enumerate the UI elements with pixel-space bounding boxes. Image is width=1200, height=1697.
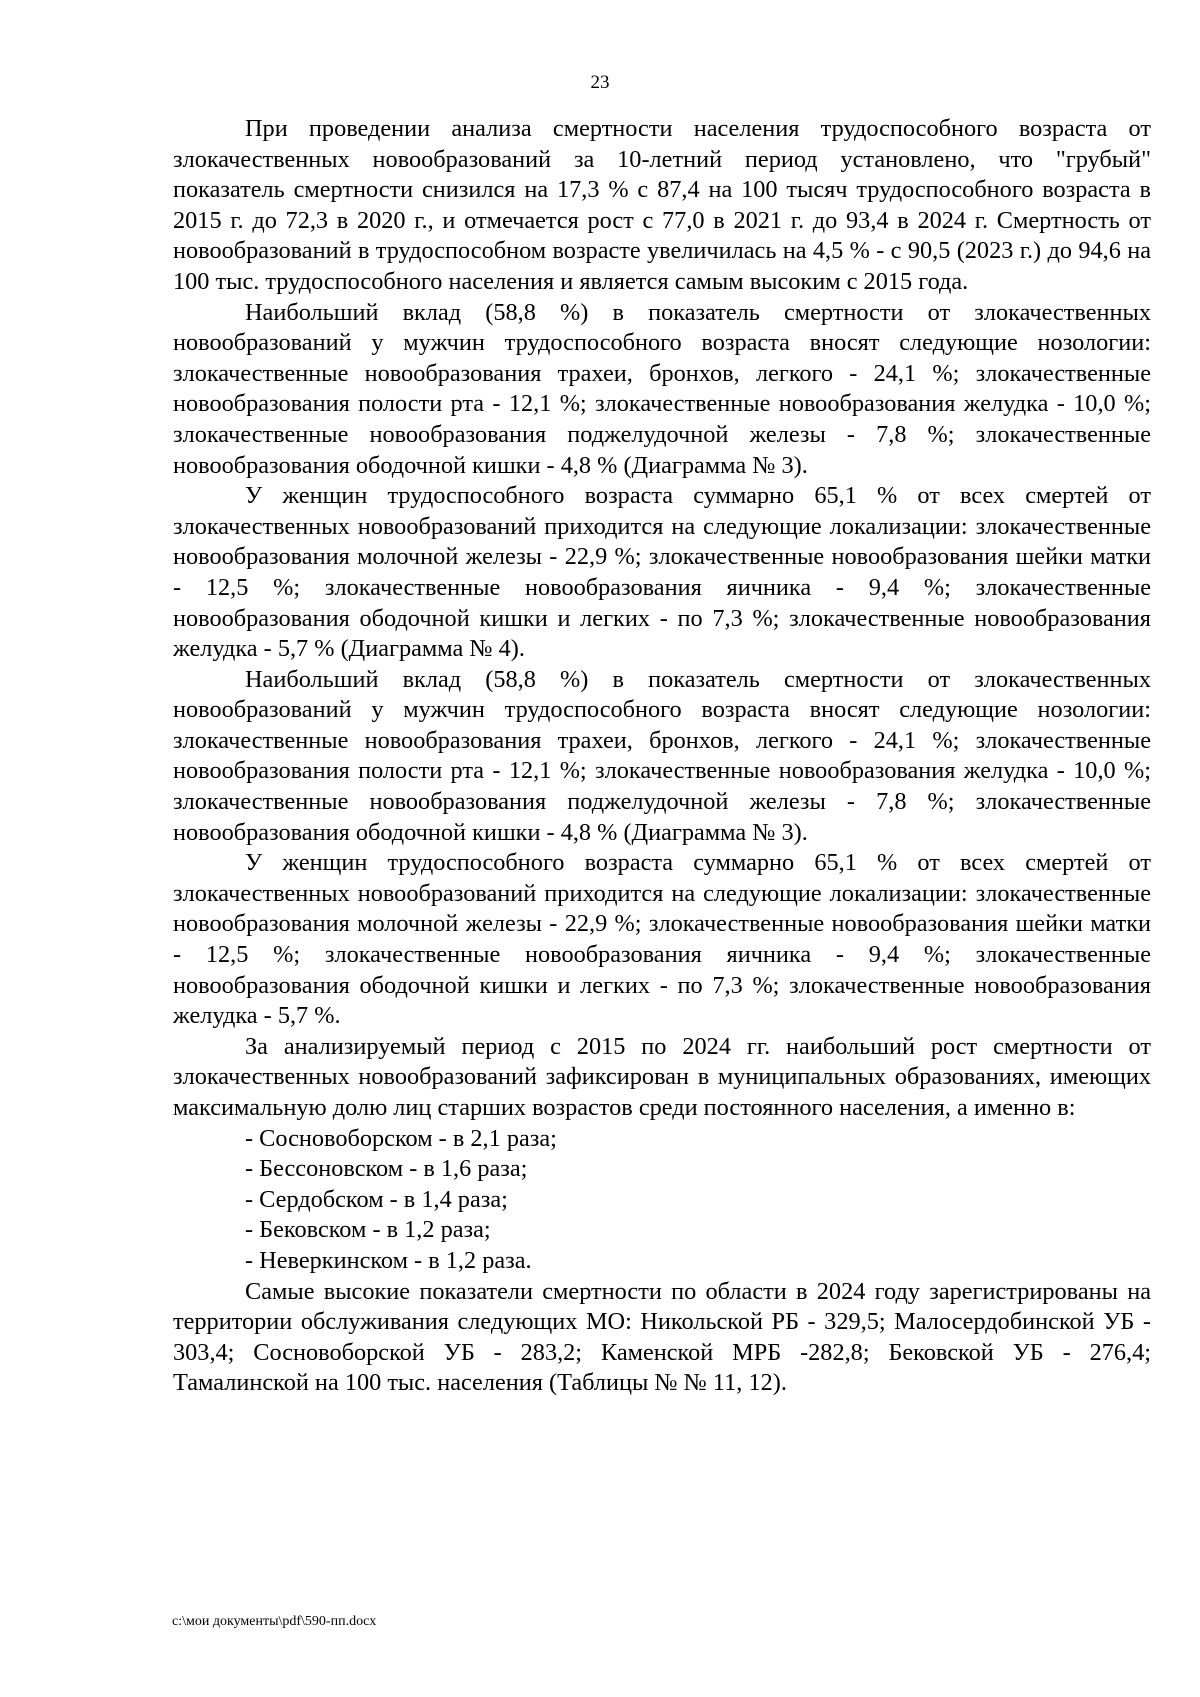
municipality-list <box>173 1124 1151 1277</box>
page-number: 23 <box>590 72 610 93</box>
paragraph-women-localization-repeat: У женщин трудоспособного возраста суммарно 65,1 % от всех смертей от злокачественных новообразований приходится на следующие локализации: злокачественные новообразования молочной железы - 22,9 %; злокачественные новообразования шейки матки - 12,5 %; злокачественные новообразования яичника - 9,4 %; злокачественные новообразования ободочной кишки и легких - по 7,3 %; злокачественные новообразования желудка - 5,7 %. <box>173 849 1151 1030</box>
document-body <box>173 114 1151 1399</box>
list-item: - Сосновоборском - в 2,1 раза; <box>245 1124 557 1152</box>
paragraph-men-contribution: Наибольший вклад (58,8 %) в показатель смертности от злокачественных новообразований у мужчин трудоспособного возраста вносят следующие нозологии: злокачественные новообразования трахеи, бронхов, легкого - 24,1 %; злокачественные новообразования полости рта - 12,1 %; злокачественные новообразования желудка - 10,0 %; злокачественные новообразования поджелудочной железы - 7,8 %; злокачественные новообразования ободочной кишки - 4,8 % (Диаграмма № 3). <box>173 298 1151 479</box>
paragraph-women-localization: У женщин трудоспособного возраста суммарно 65,1 % от всех смертей от злокачественных новообразований приходится на следующие локализации: злокачественные новообразования молочной железы - 22,9 %; злокачественные новообразования шейки матки - 12,5 %; злокачественные новообразования яичника - 9,4 %; злокачественные новообразования ободочной кишки и легких - по 7,3 %; злокачественные новообразования желудка - 5,7 % (Диаграмма № 4). <box>173 482 1151 663</box>
list-item: - Неверкинском - в 1,2 раза. <box>245 1246 532 1274</box>
list-item: - Сердобском - в 1,4 раза; <box>245 1185 508 1213</box>
list-item: - Бековском - в 1,2 раза; <box>245 1216 491 1244</box>
paragraph-mortality-analysis: При проведении анализа смертности населения трудоспособного возраста от злокачественных новообразований за 10-летний период установлено, что "грубый" показатель смертности снизился на 17,3 % с 87,4 на 100 тысяч трудоспособного возраста в 2015 г. до 72,3 в 2020 г., и отмечается рост с 77,0 в 2021 г. до 93,4 в 2024 г. Смертность от новообразований в трудоспособном возрасте увеличилась на 4,5 % - с 90,5 (2023 г.) до 94,6 на 100 тыс. трудоспособного населения и является самым высоким с 2015 года. <box>173 115 1151 295</box>
paragraph-highest-rates: Самые высокие показатели смертности по области в 2024 году зарегистрированы на территории обслуживания следующих МО: Никольской РБ - 329,5; Малосердобинской УБ - 303,4; Сосновоборской УБ - 283,2; Каменской МРБ -282,8; Бековской УБ - 276,4; Тамалинской на 100 тыс. населения (Таблицы № № 11, 12). <box>173 1277 1151 1397</box>
paragraph-growth-period: За анализируемый период с 2015 по 2024 гг. наибольший рост смертности от злокачественных новообразований зафиксирован в муниципальных образованиях, имеющих максимальную долю лиц старших возрастов среди постоянного населения, а именно в: <box>173 1032 1151 1121</box>
paragraph-men-contribution-repeat: Наибольший вклад (58,8 %) в показатель смертности от злокачественных новообразований у мужчин трудоспособного возраста вносят следующие нозологии: злокачественные новообразования трахеи, бронхов, легкого - 24,1 %; злокачественные новообразования полости рта - 12,1 %; злокачественные новообразования желудка - 10,0 %; злокачественные новообразования поджелудочной железы - 7,8 %; злокачественные новообразования ободочной кишки - 4,8 % (Диаграмма № 3). <box>173 665 1151 846</box>
footer-file-path: c:\мои документы\pdf\590-пп.docx <box>172 1614 377 1629</box>
list-item: - Бессоновском - в 1,6 раза; <box>245 1155 528 1183</box>
